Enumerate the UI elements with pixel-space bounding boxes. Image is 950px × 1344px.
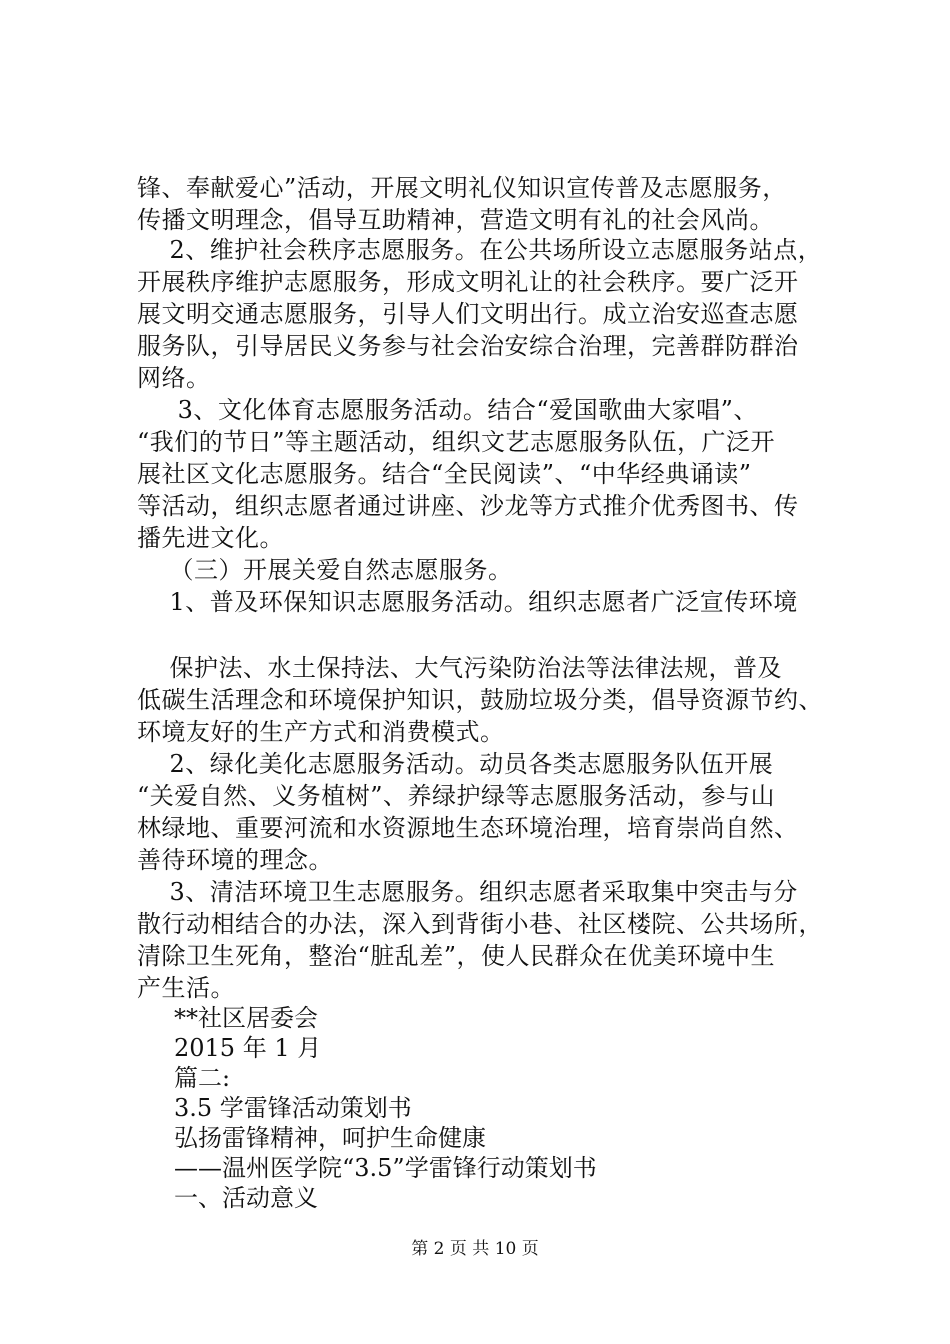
doc-title: 3.5 学雷锋活动策划书: [174, 1094, 412, 1122]
paragraph-civility: [137, 172, 837, 236]
part-two-heading: 篇二:: [174, 1064, 231, 1092]
text-line: 展社区文化志愿服务。结合“全民阅读”、“中华经典诵读”: [137, 460, 752, 488]
date: 2015 年 1 月: [174, 1034, 322, 1062]
text-line: 服务队，引导居民义务参与社会治安综合治理，完善群防群治: [137, 332, 799, 360]
text-line: 3、文化体育志愿服务活动。结合“爱国歌曲大家唱”、: [137, 396, 758, 424]
text-line: 保护法、水土保持法、大气污染防治法等法律法规，普及: [137, 654, 783, 682]
section-heading: 一、活动意义: [174, 1184, 318, 1212]
text-line: 2、绿化美化志愿服务活动。动员各类志愿服务队伍开展: [137, 750, 774, 778]
paragraph-nature-care: [137, 554, 837, 618]
text-line: 展文明交通志愿服务，引导人们文明出行。成立治安巡查志愿: [137, 300, 799, 328]
text-line: 低碳生活理念和环境保护知识，鼓励垃圾分类，倡导资源节约、: [137, 686, 823, 714]
text-line: 锋、奉献爱心”活动，开展文明礼仪知识宣传普及志愿服务，: [137, 174, 787, 202]
signature: **社区居委会: [174, 1004, 318, 1032]
text-line: “关爱自然、义务植树”、养绿护绿等志愿服务活动，参与山: [137, 782, 776, 810]
text-line: 网络。: [137, 364, 211, 392]
text-line: 传播文明理念，倡导互助精神，营造文明有礼的社会风尚。: [137, 206, 774, 234]
text-line: “我们的节日”等主题活动，组织文艺志愿服务队伍，广泛开: [137, 428, 776, 456]
paragraph-social-order: [137, 234, 837, 394]
text-line: 林绿地、重要河流和水资源地生态环境治理，培育崇尚自然、: [137, 814, 799, 842]
text-line: 清除卫生死角，整治“脏乱差”，使人民群众在优美环境中生: [137, 942, 776, 970]
slogan: 弘扬雷锋精神，呵护生命健康: [174, 1124, 486, 1152]
text-line: 3、清洁环境卫生志愿服务。组织志愿者采取集中突击与分: [137, 878, 798, 906]
text-line: 播先进文化。: [137, 524, 284, 552]
text-line: 开展秩序维护志愿服务，形成文明礼让的社会秩序。要广泛开: [137, 268, 799, 296]
text-line: 善待环境的理念。: [137, 846, 333, 874]
paragraph-culture-sports: [137, 394, 837, 554]
text-line: 等活动，组织志愿者通过讲座、沙龙等方式推介优秀图书、传: [137, 492, 799, 520]
text-line: （三）开展关爱自然志愿服务。: [137, 556, 513, 584]
paragraph-environment: [137, 652, 837, 1004]
text-line: 2、维护社会秩序志愿服务。在公共场所设立志愿服务站点，: [137, 236, 823, 264]
text-line: 散行动相结合的办法，深入到背街小巷、社区楼院、公共场所，: [137, 910, 823, 938]
text-line: 1、普及环保知识志愿服务活动。组织志愿者广泛宣传环境: [137, 588, 798, 616]
subtitle: ——温州医学院“3.5”学雷锋行动策划书: [174, 1154, 597, 1182]
text-line: 环境友好的生产方式和消费模式。: [137, 718, 505, 746]
text-line: 产生活。: [137, 974, 235, 1002]
page-footer: 第 2 页 共 10 页: [411, 1239, 539, 1259]
